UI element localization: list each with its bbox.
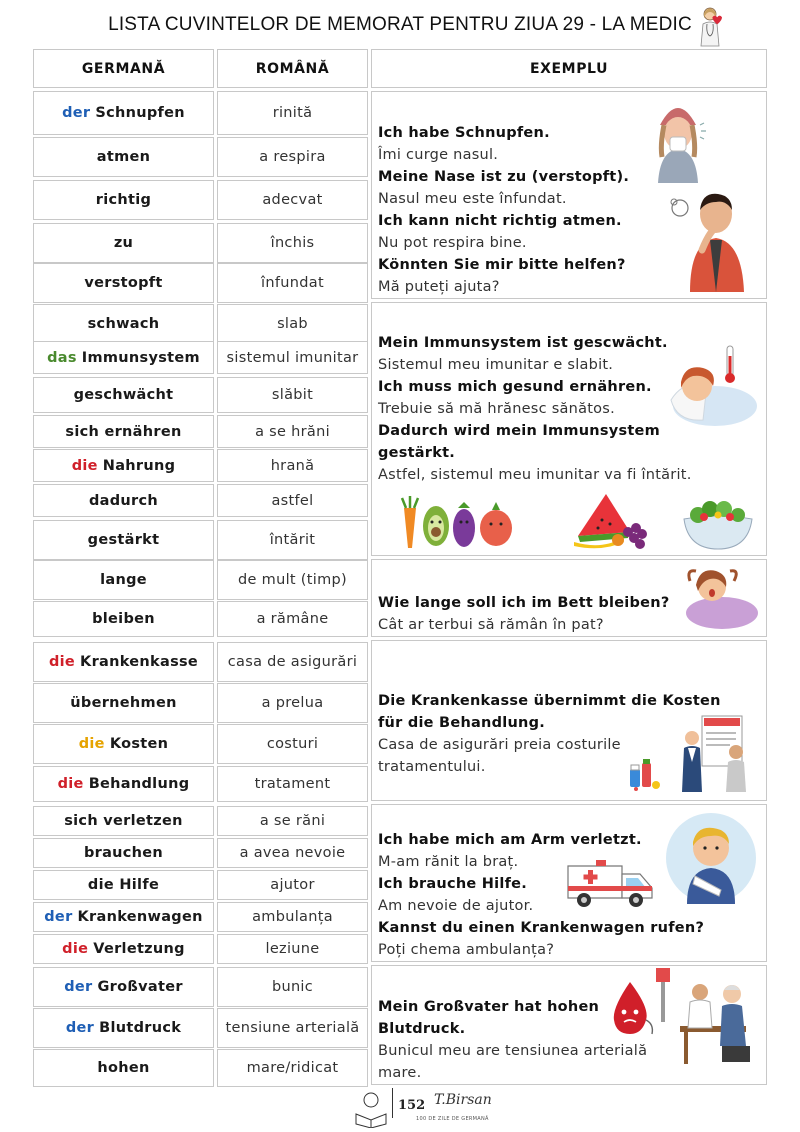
german-word: Kosten [109, 736, 169, 752]
vocab-romanian-16: a prelua [217, 683, 368, 723]
vocab-romanian-21: ajutor [217, 870, 368, 900]
congested-man-icon [668, 188, 758, 292]
article: die [71, 457, 98, 474]
doctor-icon [690, 4, 734, 48]
vocab-german-19 [33, 806, 214, 836]
vocab-german-16 [33, 683, 214, 723]
sick-girl-thermometer-icon [663, 340, 758, 430]
example-line: für die Behandlung. [378, 715, 546, 731]
german-word: hohen [97, 1060, 150, 1076]
reading-child-icon [352, 1090, 390, 1128]
example-line: Nasul meu este înfundat. [378, 191, 567, 207]
vocab-german-3 [33, 180, 214, 220]
example-line: Blutdruck. [378, 1021, 466, 1037]
german-word: übernehmen [70, 695, 177, 711]
german-word: Schnupfen [95, 105, 185, 121]
vocab-german-15 [33, 642, 214, 682]
vocab-german-20 [33, 838, 214, 868]
german-word: geschwächt [73, 387, 174, 403]
vocab-romanian-6: slab [217, 304, 368, 344]
example-line: tratamentului. [378, 759, 486, 775]
example-line: Bunicul meu are tensiunea arterială [378, 1043, 648, 1059]
example-line: Mein Großvater hat hohen [378, 999, 600, 1015]
vocab-romanian-1: rinită [217, 91, 368, 135]
header-romanian: ROMÂNĂ [217, 49, 368, 88]
german-word: Immunsystem [81, 349, 200, 366]
girl-in-bed-icon [682, 561, 758, 631]
page-footer [0, 1088, 800, 1132]
example-line: Ich habe mich am Arm verletzt. [378, 832, 642, 848]
article: die [48, 654, 76, 670]
german-word: Krankenkasse [80, 654, 199, 670]
german-word: gestärkt [87, 532, 160, 548]
vocab-romanian-26: mare/ridicat [217, 1049, 368, 1087]
vocab-german-22 [33, 902, 214, 932]
example-line: Ich habe Schnupfen. [378, 125, 550, 141]
blood-drop-icon [606, 978, 656, 1038]
vocab-german-11 [33, 484, 214, 517]
vocab-german-9 [33, 415, 214, 448]
vocab-romanian-18: tratament [217, 766, 368, 802]
vocab-romanian-2: a respira [217, 137, 368, 177]
vocab-romanian-15: casa de asigurări [217, 642, 368, 682]
vocab-romanian-20: a avea nevoie [217, 838, 368, 868]
german-word: atmen [96, 149, 151, 165]
vocab-german-25 [33, 1008, 214, 1048]
vocab-german-26 [33, 1049, 214, 1087]
vocab-romanian-24: bunic [217, 967, 368, 1007]
vocab-german-7 [33, 341, 214, 374]
vocab-german-10 [33, 449, 214, 482]
vocab-romanian-17: costuri [217, 724, 368, 764]
vocab-german-8 [33, 377, 214, 413]
vocab-romanian-14: a rămâne [217, 601, 368, 637]
article: der [65, 1020, 95, 1036]
german-word: Nahrung [102, 457, 176, 474]
german-word: dadurch [88, 492, 159, 509]
vocab-romanian-22: ambulanța [217, 902, 368, 932]
page-number: 152 [398, 1098, 426, 1113]
german-word: schwach [87, 316, 160, 332]
vocab-romanian-25: tensiune arterială [217, 1008, 368, 1048]
example-line: Ich kann nicht richtig atmen. [378, 213, 622, 229]
footer-caption: 100 DE ZILE DE GERMANĂ [416, 1116, 489, 1122]
header-example: EXEMPLU [371, 49, 767, 88]
example-line: Nu pot respira bine. [378, 235, 527, 251]
german-word: richtig [95, 192, 152, 208]
vocab-romanian-5: înfundat [217, 263, 368, 303]
vocab-romanian-3: adecvat [217, 180, 368, 220]
article: das [47, 349, 77, 366]
example-line: Poți chema ambulanța? [378, 942, 555, 958]
salad-bowl-icon [680, 495, 756, 551]
injured-boy-sling-icon [665, 812, 757, 904]
vocab-romanian-23: leziune [217, 934, 368, 964]
example-line: Trebuie să mă hrănesc sănătos. [378, 401, 615, 417]
sick-woman-tissue-icon [650, 95, 706, 183]
vocab-romanian-10: hrană [217, 449, 368, 482]
example-line: Wie lange soll ich im Bett bleiben? [378, 595, 670, 611]
german-word: die Hilfe [87, 877, 160, 893]
article: der [44, 909, 73, 925]
example-line: Am nevoie de ajutor. [378, 898, 534, 914]
vocab-romanian-9: a se hrăni [217, 415, 368, 448]
vocab-german-4 [33, 223, 214, 263]
vocab-german-14 [33, 601, 214, 637]
german-word: verstopft [84, 275, 163, 291]
german-word: zu [113, 235, 134, 251]
article: der [64, 979, 93, 995]
article: die [57, 776, 84, 792]
vocab-german-2 [33, 137, 214, 177]
vocab-romanian-8: slăbit [217, 377, 368, 413]
fruits-icon [572, 492, 652, 550]
insurance-policy-icon [676, 712, 756, 794]
example-line: Cât ar terbui să rămân în pat? [378, 617, 604, 633]
vocab-german-12 [33, 520, 214, 560]
article: der [62, 105, 91, 121]
vegetables-icon [396, 494, 521, 550]
signature: T.Birsan [434, 1092, 492, 1108]
example-line: M-am rănit la braț. [378, 854, 519, 870]
german-word: Großvater [97, 979, 183, 995]
german-word: bleiben [92, 611, 155, 627]
german-word: Krankenwagen [77, 909, 203, 925]
article: die [78, 736, 105, 752]
example-line: Die Krankenkasse übernimmt die Kosten [378, 693, 721, 709]
ambulance-icon [566, 852, 654, 910]
example-line: Mein Immunsystem ist gescwächt. [378, 335, 668, 351]
vocab-romanian-7: sistemul imunitar [217, 341, 368, 374]
example-line: Îmi curge nasul. [378, 147, 499, 163]
german-word: lange [100, 572, 147, 588]
example-line: Ich brauche Hilfe. [378, 876, 528, 892]
vocab-romanian-12: întărit [217, 520, 368, 560]
vocab-german-18 [33, 766, 214, 802]
german-word: Behandlung [88, 776, 190, 792]
example-line: Casa de asigurări preia costurile [378, 737, 621, 753]
vocab-german-5 [33, 263, 214, 303]
german-word: Verletzung [93, 941, 185, 957]
medicine-bottles-icon [628, 757, 662, 791]
vocab-german-21 [33, 870, 214, 900]
german-word: sich ernähren [65, 423, 182, 440]
article: die [62, 941, 89, 957]
vocab-german-23 [33, 934, 214, 964]
example-line: gestärkt. [378, 445, 456, 461]
example-line: Sistemul meu imunitar e slabit. [378, 357, 614, 373]
vocab-german-6 [33, 304, 214, 344]
vocab-german-13 [33, 560, 214, 600]
header-german: GERMANĂ [33, 49, 214, 88]
example-line: Meine Nase ist zu (verstopft). [378, 169, 630, 185]
vocab-german-24 [33, 967, 214, 1007]
german-word: brauchen [83, 845, 164, 861]
vocab-romanian-19: a se răni [217, 806, 368, 836]
vocab-german-17 [33, 724, 214, 764]
example-line: Dadurch wird mein Immunsystem [378, 423, 660, 439]
example-line: Kannst du einen Krankenwagen rufen? [378, 920, 705, 936]
example-line: mare. [378, 1065, 422, 1081]
example-line: Ich muss mich gesund ernähren. [378, 379, 652, 395]
example-line: Astfel, sistemul meu imunitar va fi întărit. [378, 467, 692, 483]
vocab-german-1 [33, 91, 214, 135]
german-word: Blutdruck [99, 1020, 182, 1036]
blood-pressure-doctor-icon [650, 966, 756, 1066]
example-line: Könnten Sie mir bitte helfen? [378, 257, 626, 273]
german-word: sich verletzen [64, 813, 183, 829]
vocab-romanian-13: de mult (timp) [217, 560, 368, 600]
page-title: LISTA CUVINTELOR DE MEMORAT PENTRU ZIUA 29 - LA MEDIC [108, 14, 692, 35]
vocab-romanian-11: astfel [217, 484, 368, 517]
vocab-romanian-4: închis [217, 223, 368, 263]
example-line: Mă puteți ajuta? [378, 279, 500, 295]
